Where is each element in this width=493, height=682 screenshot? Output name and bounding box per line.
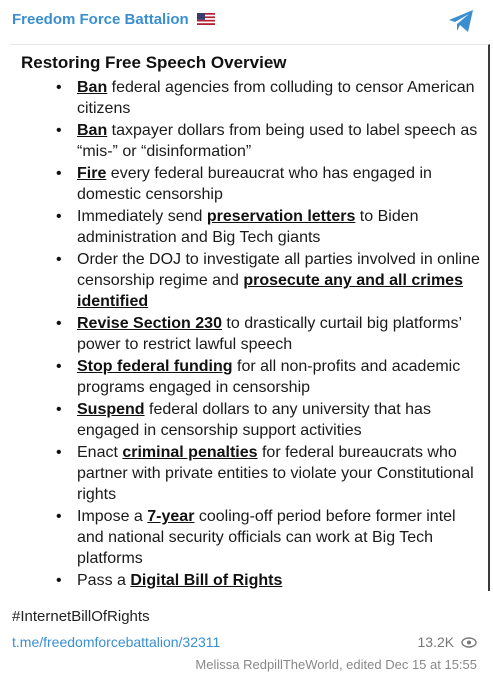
bullet-dot: •	[56, 122, 62, 139]
list-item-emphasis: preservation letters	[206, 208, 356, 225]
list-item-text: Impose a	[77, 508, 148, 525]
bullet-list	[56, 77, 486, 592]
list-item-emphasis: Fire	[77, 165, 107, 182]
bullet-dot: •	[56, 165, 62, 182]
list-item-emphasis: Digital Bill of Rights	[130, 572, 283, 589]
list-item	[56, 77, 486, 119]
list-item-text: every federal bureaucrat who has engaged in domestic censorship	[77, 165, 432, 203]
bullet-dot: •	[56, 79, 62, 96]
list-item-text: Enact	[77, 444, 123, 461]
list-item	[56, 120, 486, 162]
list-item	[56, 206, 486, 248]
channel-name-text: Freedom Force Battalion	[12, 11, 189, 28]
list-item-emphasis: criminal penalties	[122, 444, 258, 461]
list-item-text: Order the DOJ to investigate all parties involved in online censorship regime and	[77, 251, 480, 289]
eye-icon	[461, 637, 477, 648]
list-item-emphasis: Ban	[77, 79, 108, 96]
document-image	[10, 44, 490, 591]
list-item	[56, 570, 486, 591]
bullet-dot: •	[56, 315, 62, 332]
list-item-text: to Biden administration and Big Tech giants	[77, 208, 419, 246]
list-item-emphasis: Ban	[77, 122, 108, 139]
bullet-dot: •	[56, 572, 62, 589]
list-item-emphasis: Stop federal funding	[77, 358, 233, 375]
bullet-dot: •	[56, 401, 62, 418]
bullet-dot: •	[56, 444, 62, 461]
post-meta: Melissa RedpillTheWorld, edited Dec 15 at 15:55	[195, 657, 477, 672]
list-item-text: federal agencies from colluding to censor American citizens	[77, 79, 475, 117]
list-item-text: for all non-profits and academic programs engaged in censorship	[77, 358, 461, 396]
list-item-emphasis: 7-year	[147, 508, 195, 525]
list-item-text: taxpayer dollars from being used to label speech as “mis-” or “disinformation”	[77, 122, 478, 160]
list-item-emphasis: prosecute any and all crimes identified	[77, 272, 463, 310]
list-item	[56, 399, 486, 441]
list-item-emphasis: Revise Section 230	[77, 315, 222, 332]
list-item-text: cooling-off period before former intel and national security officials can work at Big Tech platforms	[77, 508, 456, 567]
bullet-dot: •	[56, 358, 62, 375]
bullet-dot: •	[56, 508, 62, 525]
list-item	[56, 249, 486, 312]
post-link[interactable]: t.me/freedomforcebattalion/32311	[12, 634, 221, 650]
bullet-dot: •	[56, 208, 62, 225]
bullet-dot: •	[56, 251, 62, 268]
us-flag-icon	[197, 13, 215, 25]
list-item-text: to drastically curtail big platforms’ power to restrict lawful speech	[77, 315, 462, 353]
document-title: Restoring Free Speech Overview	[21, 53, 287, 72]
list-item-text: Immediately send	[77, 208, 207, 225]
list-item	[56, 356, 486, 398]
hashtag[interactable]: #InternetBillOfRights	[12, 608, 150, 625]
list-item	[56, 163, 486, 205]
list-item-text: for federal bureaucrats who partner with private entities to violate your Constitutional rights	[77, 444, 474, 503]
telegram-plane-icon[interactable]	[447, 8, 475, 34]
post-header	[12, 8, 481, 34]
list-item	[56, 313, 486, 355]
list-item-emphasis: Suspend	[77, 401, 145, 418]
list-item-text: Pass a	[77, 572, 131, 589]
list-item	[56, 442, 486, 505]
list-item-text: federal dollars to any university that has engaged in censorship support activities	[77, 401, 431, 439]
channel-name[interactable]	[12, 11, 215, 28]
list-item	[56, 506, 486, 569]
view-count-text: 13.2K	[417, 634, 455, 650]
view-count	[418, 634, 477, 650]
